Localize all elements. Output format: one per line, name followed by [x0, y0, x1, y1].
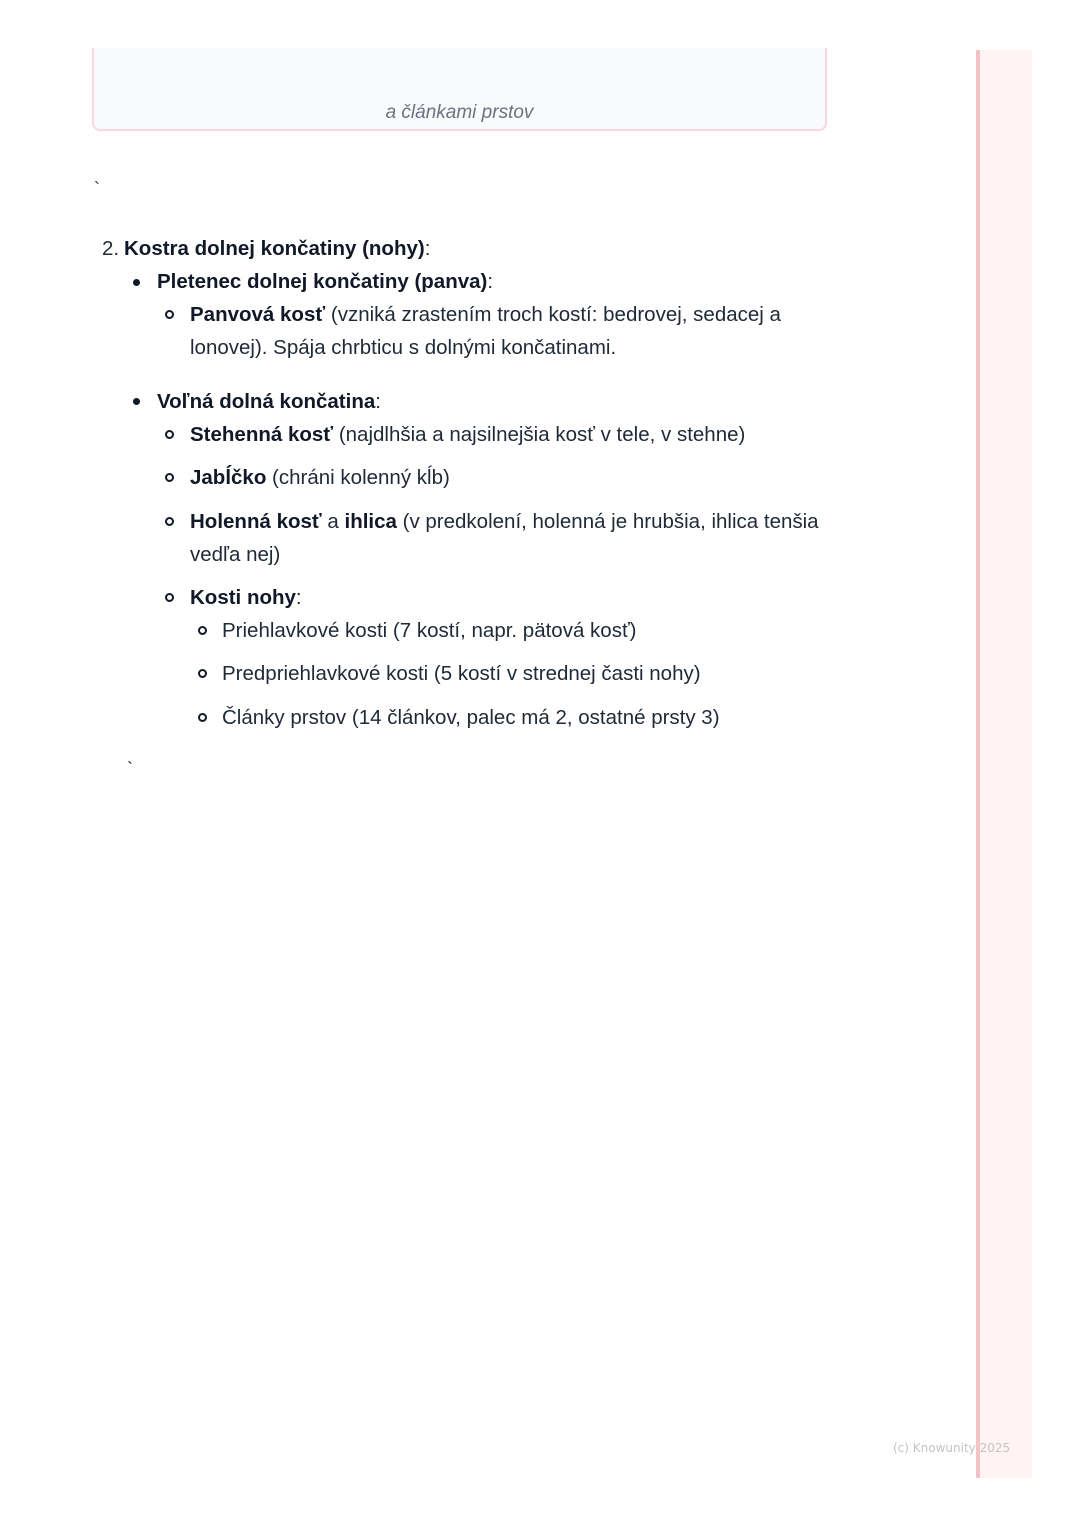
item-description: (najdlhšia a najsilnejšia kosť v tele, v stehne) [333, 423, 746, 446]
copyright-footer: (c) Knowunity 2025 [893, 1441, 1011, 1455]
bullet-circle [165, 310, 174, 319]
bullet-circle [165, 517, 174, 526]
item-description: (v predkolení, holenná je hrubšia, ihlica tenšia [396, 510, 819, 533]
bullet-circle [165, 473, 174, 482]
group-title-suffix: : [375, 390, 381, 413]
group-title: Pletenec dolnej končatiny (panva) [157, 270, 488, 293]
item-description: (chráni kolenný kĺb) [266, 466, 450, 489]
backtick-mark: ` [94, 179, 100, 199]
bullet-disc [133, 279, 140, 286]
backtick-mark: ` [127, 759, 133, 779]
item-description: (vzniká zrastením troch kostí: bedrovej, sedacej a [325, 303, 781, 326]
list-item-continuation: vedľa nej) [190, 543, 281, 566]
item-connector: a [321, 510, 345, 533]
item-term: Stehenná kosť [190, 423, 334, 446]
list-item [190, 505, 819, 538]
list-item [190, 581, 302, 614]
group-title-suffix: : [487, 270, 494, 293]
list-item [190, 461, 450, 494]
bullet-disc [133, 398, 140, 405]
callout-text: a článkami prstov [385, 102, 534, 123]
margin-line [976, 50, 980, 1478]
group-heading [157, 385, 381, 418]
sub-list-item: Predpriehlavkové kosti (5 kostí v strednej časti nohy) [222, 662, 701, 685]
bullet-circle [165, 593, 174, 602]
section-heading [124, 232, 430, 265]
callout-box [92, 48, 827, 131]
list-item-continuation: lonovej). Spája chrbticu s dolnými končatinami. [190, 336, 617, 359]
item-term: Jabĺčko [190, 466, 267, 489]
list-item [190, 298, 781, 331]
section-title-suffix: : [424, 237, 431, 260]
sub-list-item: Priehlavkové kosti (7 kostí, napr. pätová kosť) [222, 619, 637, 642]
group-title: Voľná dolná končatina [157, 390, 376, 413]
sub-list-item: Články prstov (14 článkov, palec má 2, ostatné prsty 3) [222, 706, 720, 729]
bullet-circle [198, 669, 207, 678]
bullet-circle [198, 713, 207, 722]
bullet-circle [198, 626, 207, 635]
margin-band [976, 50, 1032, 1478]
bullet-circle [165, 430, 174, 439]
list-item [190, 418, 745, 451]
item-term: Kosti nohy [190, 586, 296, 609]
section-title: Kostra dolnej končatiny (nohy) [124, 237, 425, 260]
list-number: 2. [102, 237, 120, 260]
group-heading [157, 265, 493, 298]
item-term-2: ihlica [344, 510, 397, 533]
item-term: Holenná kosť [190, 510, 322, 533]
item-term: Panvová kosť [190, 303, 326, 326]
item-term-suffix: : [295, 586, 302, 609]
